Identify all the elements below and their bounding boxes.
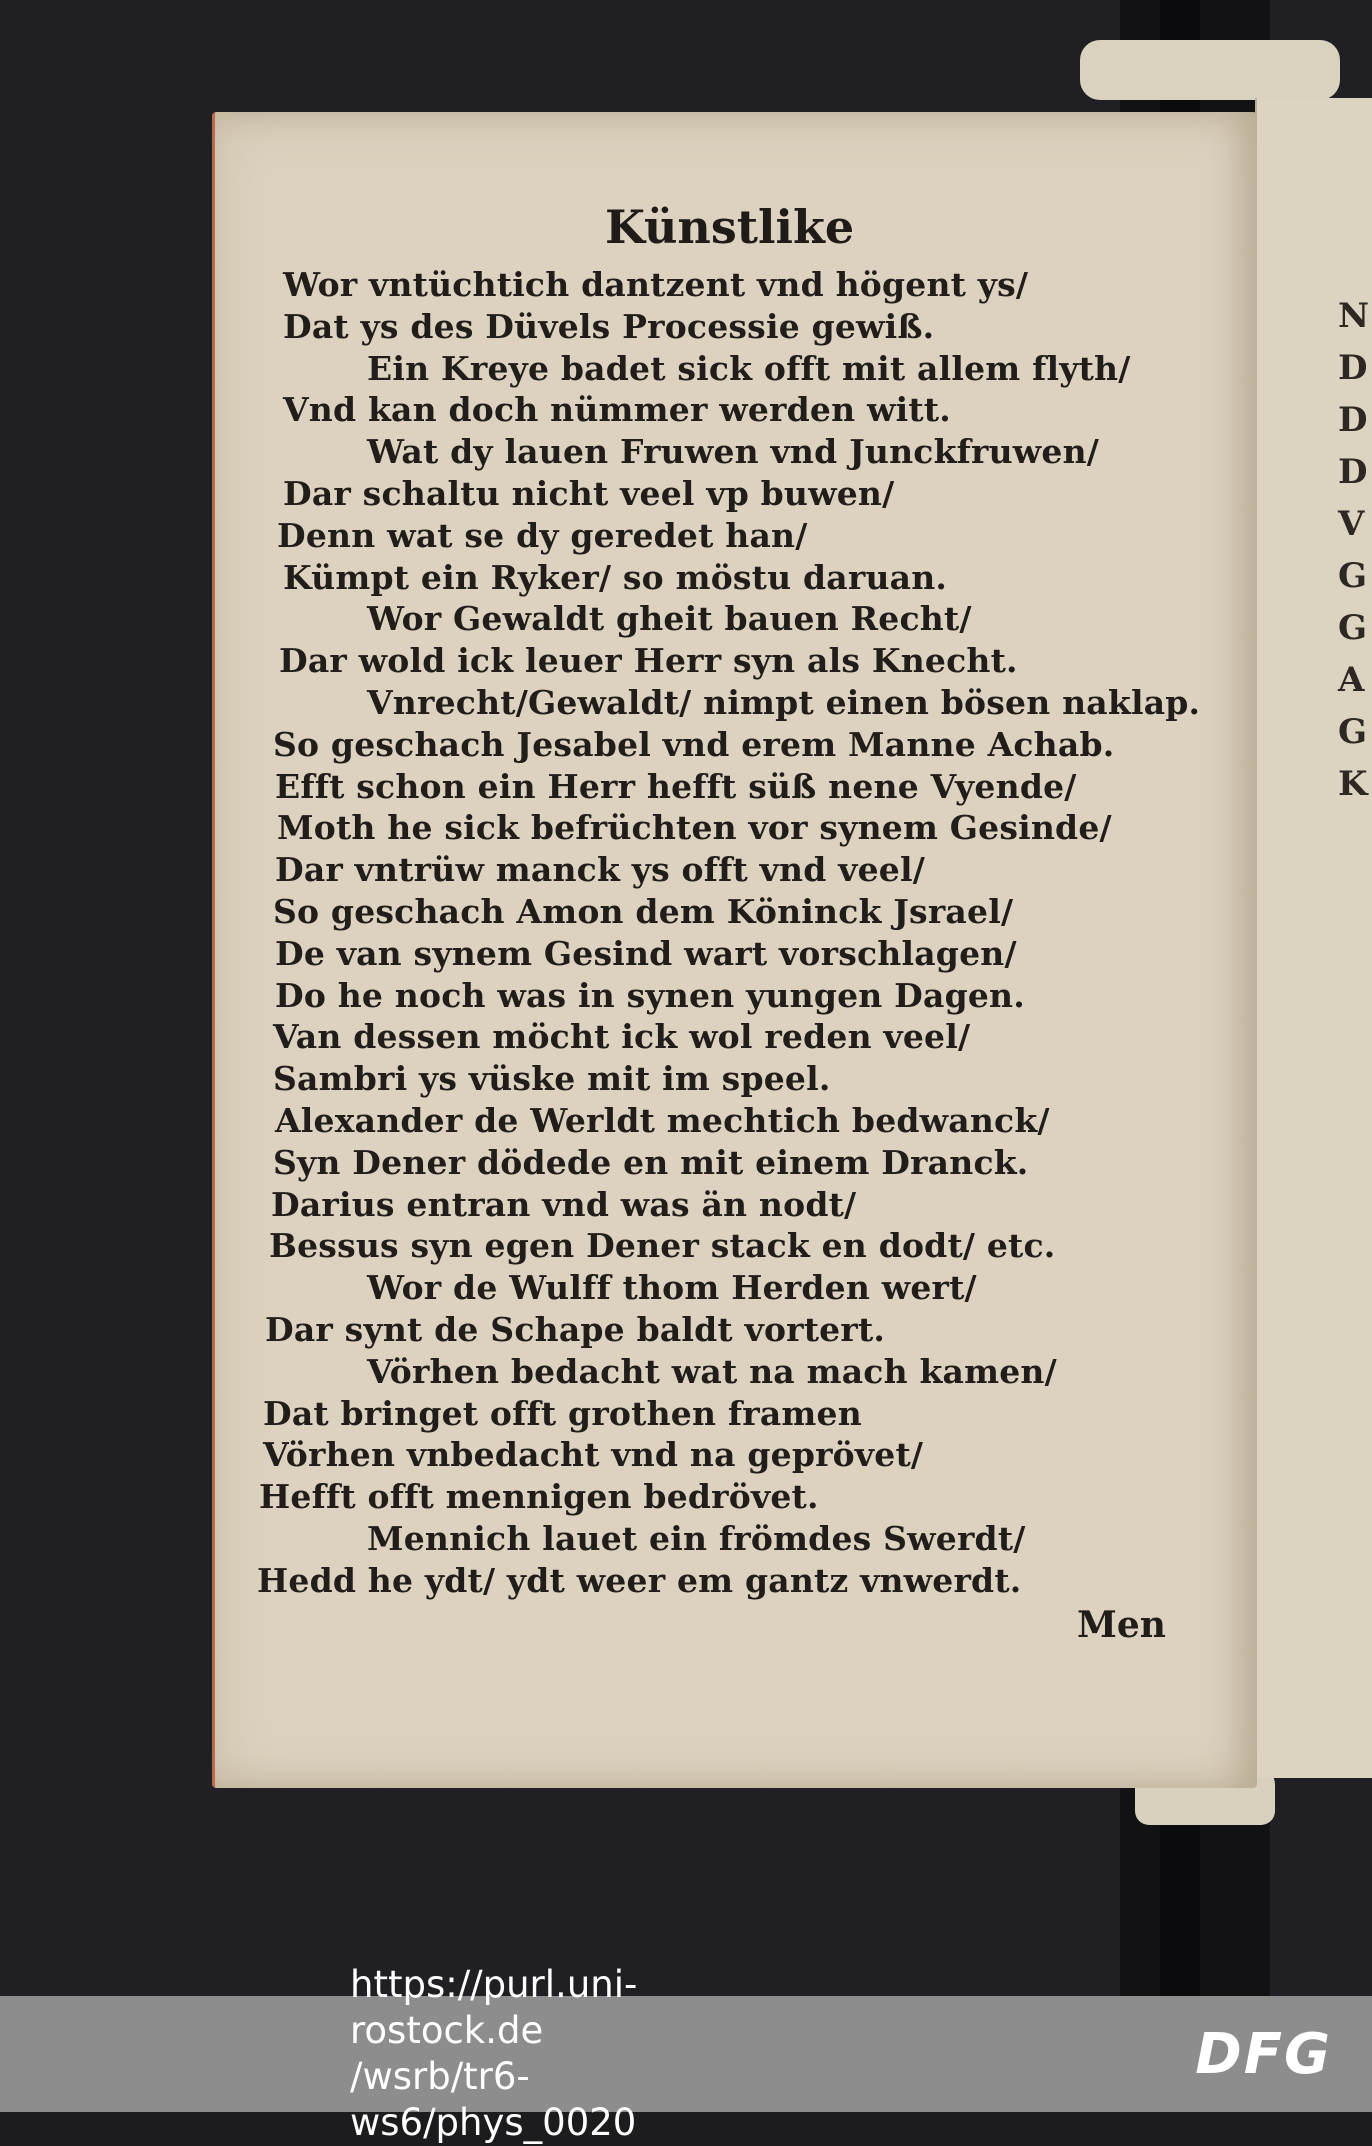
dfg-logo: DFG [1195, 2022, 1332, 2087]
text-line: Bessus syn egen Dener stack en dodt/ etc. [269, 1226, 1056, 1266]
facing-page-glyph: G [1338, 712, 1368, 752]
text-line: Do he noch was in synen yungen Dagen. [275, 975, 1025, 1015]
facing-page-glyph: G [1338, 556, 1368, 596]
text-line: Van dessen möcht ick wol reden veel/ [273, 1017, 971, 1057]
facing-page-glyph: D [1338, 400, 1368, 440]
catchword: Men [1077, 1604, 1166, 1646]
text-line: Sambri ys vüske mit im speel. [273, 1059, 831, 1099]
text-line: Kümpt ein Ryker/ so möstu daruan. [283, 557, 948, 597]
text-line: Hefft offt mennigen bedrövet. [259, 1477, 819, 1517]
text-line: Dar wold ick leuer Herr syn als Knecht. [279, 641, 1018, 681]
facing-page-text [1338, 290, 1368, 810]
text-line: Denn wat se dy geredet han/ [277, 515, 808, 555]
permalink-line-1[interactable]: https://purl.uni-rostock.de [350, 1963, 638, 2052]
permalink[interactable] [350, 1963, 790, 2144]
text-block [215, 264, 1257, 1602]
binding-band-top [1080, 40, 1340, 100]
facing-page-glyph: G [1338, 608, 1368, 648]
text-line: Vnrecht/Gewaldt/ nimpt einen bösen naklap. [367, 682, 1201, 722]
text-line: Moth he sick befrüchten vor synem Gesinde/ [277, 808, 1112, 848]
text-line: Alexander de Werldt mechtich bedwanck/ [275, 1100, 1050, 1140]
text-line: Efft schon ein Herr hefft süß nene Vyende/ [275, 766, 1077, 806]
text-line: Vörhen bedacht wat na mach kamen/ [367, 1351, 1057, 1391]
text-line: Mennich lauet ein frömdes Swerdt/ [367, 1518, 1026, 1558]
text-line: Vörhen vnbedacht vnd na geprövet/ [263, 1435, 924, 1475]
text-line: Wor Gewaldt gheit bauen Recht/ [367, 599, 972, 639]
text-line: Dar synt de Schape baldt vortert. [265, 1309, 886, 1349]
facing-page-glyph: K [1338, 764, 1368, 804]
facing-page-glyph: D [1338, 452, 1368, 492]
text-line: Dar schaltu nicht veel vp buwen/ [283, 473, 895, 513]
text-line: Syn Dener dödede en mit einem Dranck. [273, 1142, 1029, 1182]
text-line: So geschach Jesabel vnd erem Manne Achab. [273, 724, 1115, 764]
facing-page-glyph: D [1338, 348, 1368, 388]
permalink-line-2[interactable]: /wsrb/tr6-ws6/phys_0020 [350, 2055, 637, 2144]
facing-page-glyph: N [1338, 296, 1370, 336]
text-line: Dat bringet offt grothen framen [263, 1393, 862, 1433]
text-line: Wor de Wulff thom Herden wert/ [367, 1268, 977, 1308]
text-line: Vnd kan doch nümmer werden witt. [283, 390, 951, 430]
text-line: So geschach Amon dem Köninck Jsrael/ [273, 891, 1014, 931]
text-line: Dar vntrüw manck ys offt vnd veel/ [275, 850, 925, 890]
viewer-footer [0, 1963, 1372, 2144]
book-page [212, 112, 1257, 1788]
text-line: Wat dy lauen Fruwen vnd Junckfruwen/ [367, 432, 1100, 472]
text-line: De van synem Gesind wart vorschlagen/ [275, 933, 1017, 973]
text-line: Darius entran vnd was än nodt/ [271, 1184, 857, 1224]
facing-page-glyph: V [1338, 504, 1365, 544]
text-line: Hedd he ydt/ ydt weer em gantz vnwerdt. [257, 1560, 1022, 1600]
running-title: Künstlike [605, 200, 855, 254]
facing-page-glyph: A [1338, 660, 1365, 700]
text-line: Ein Kreye badet sick offt mit allem flyth/ [367, 348, 1131, 388]
text-line: Wor vntüchtich dantzent vnd högent ys/ [283, 265, 1029, 304]
text-line: Dat ys des Düvels Processie gewiß. [283, 306, 935, 346]
